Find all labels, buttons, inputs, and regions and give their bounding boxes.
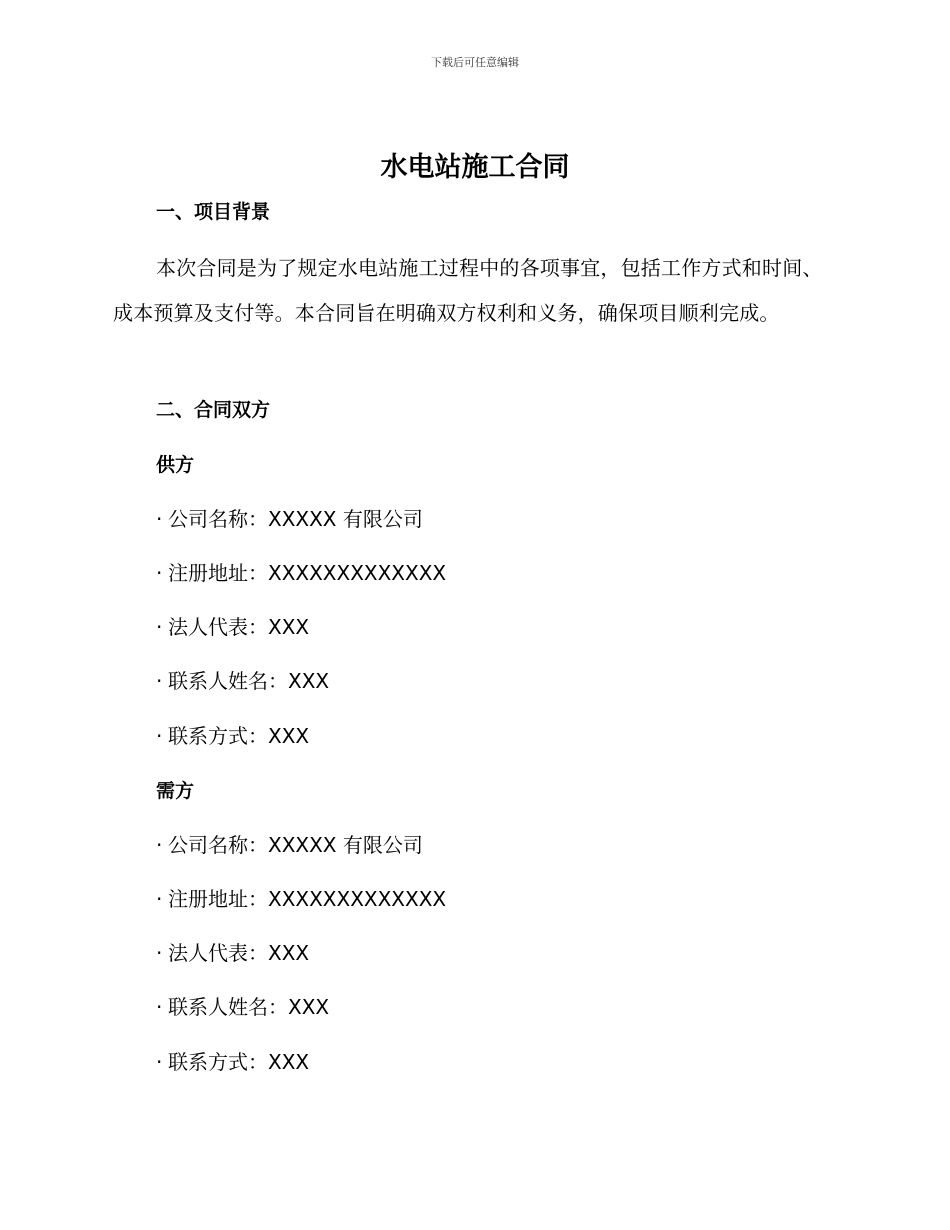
bullet-dot: · bbox=[156, 669, 163, 693]
bullet-text: 联系人姓名：XXX bbox=[168, 669, 330, 693]
bullet-text: 注册地址：XXXXXXXXXXXXX bbox=[168, 887, 447, 911]
buyer-registered-address bbox=[156, 885, 446, 913]
page-header-note: 下载后可任意编辑 bbox=[431, 56, 519, 69]
supplier-heading: 供方 bbox=[156, 454, 195, 476]
buyer-contact-name bbox=[156, 993, 329, 1021]
bullet-dot: · bbox=[156, 507, 163, 531]
section-heading-parties: 二、合同双方 bbox=[156, 399, 271, 421]
bullet-text: 联系人姓名：XXX bbox=[168, 995, 330, 1019]
supplier-contact-name bbox=[156, 667, 329, 695]
bullet-text: 公司名称：XXXXX 有限公司 bbox=[168, 833, 423, 857]
bullet-dot: · bbox=[156, 1050, 163, 1074]
bullet-dot: · bbox=[156, 833, 163, 857]
section-heading-background: 一、项目背景 bbox=[156, 201, 271, 223]
bullet-text: 联系方式：XXX bbox=[168, 724, 310, 748]
bullet-text: 联系方式：XXX bbox=[168, 1050, 310, 1074]
bullet-dot: · bbox=[156, 887, 163, 911]
bullet-text: 公司名称：XXXXX 有限公司 bbox=[168, 507, 423, 531]
bullet-text: 注册地址：XXXXXXXXXXXXX bbox=[168, 561, 447, 585]
bullet-text: 法人代表：XXX bbox=[168, 941, 310, 965]
bullet-dot: · bbox=[156, 724, 163, 748]
bullet-dot: · bbox=[156, 995, 163, 1019]
buyer-company-name bbox=[156, 831, 423, 859]
supplier-registered-address bbox=[156, 559, 446, 587]
supplier-contact-info bbox=[156, 722, 309, 750]
bullet-dot: · bbox=[156, 941, 163, 965]
document-title: 水电站施工合同 bbox=[380, 152, 570, 183]
bullet-dot: · bbox=[156, 615, 163, 639]
bullet-dot: · bbox=[156, 561, 163, 585]
buyer-legal-representative bbox=[156, 939, 309, 967]
supplier-company-name bbox=[156, 505, 423, 533]
buyer-contact-info bbox=[156, 1048, 309, 1076]
bullet-text: 法人代表：XXX bbox=[168, 615, 310, 639]
supplier-legal-representative bbox=[156, 613, 309, 641]
background-paragraph: 本次合同是为了规定水电站施工过程中的各项事宜，包括工作方式和时间、成本预算及支付等。本合同旨在明确双方权利和义务，确保项目顺利完成。 bbox=[113, 256, 823, 325]
buyer-heading: 需方 bbox=[156, 780, 195, 802]
